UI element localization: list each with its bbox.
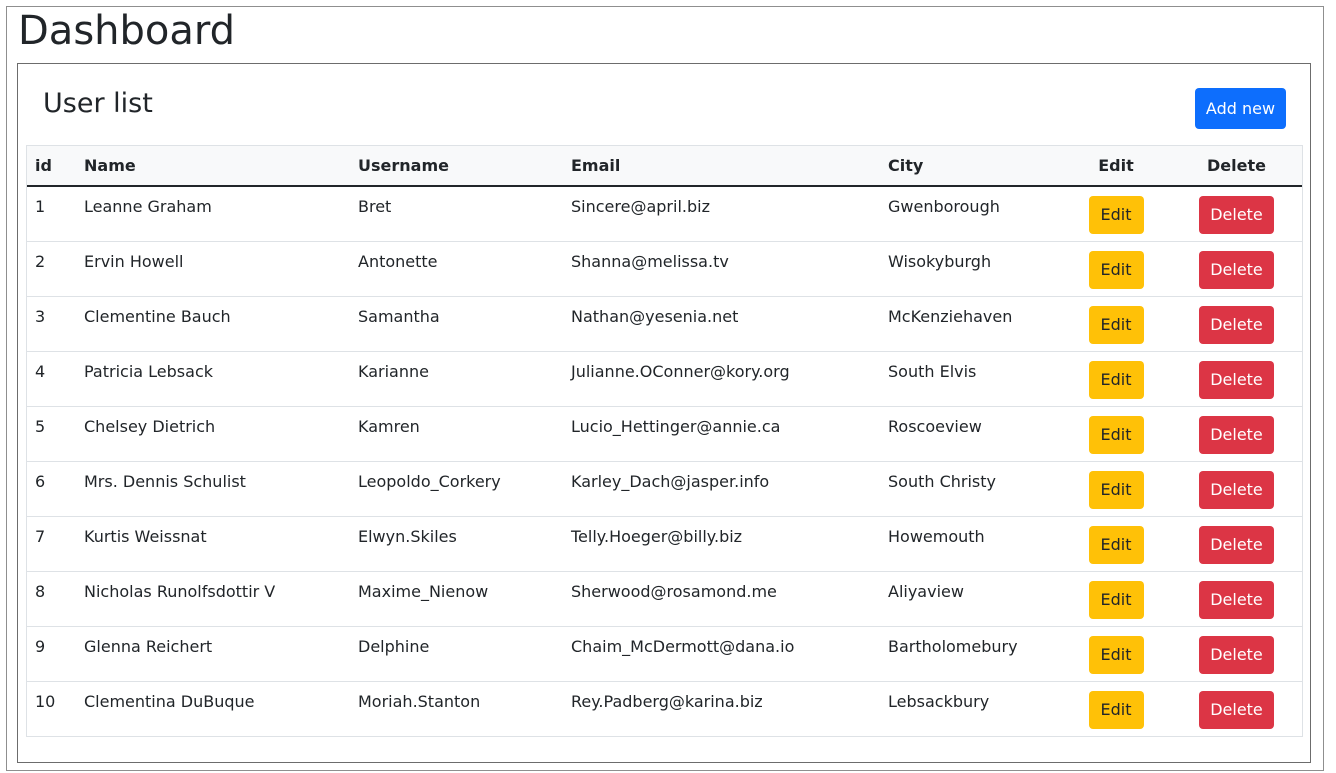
edit-button[interactable]: Edit — [1089, 636, 1144, 674]
page-title: Dashboard — [18, 8, 236, 54]
cell-city: Howemouth — [880, 516, 1061, 571]
cell-delete — [1171, 186, 1302, 241]
delete-button[interactable]: Delete — [1199, 306, 1274, 344]
cell-id: 9 — [27, 626, 76, 681]
cell-id: 8 — [27, 571, 76, 626]
table-row — [27, 626, 1302, 681]
cell-delete — [1171, 461, 1302, 516]
cell-email: Lucio_Hettinger@annie.ca — [563, 406, 880, 461]
delete-button[interactable]: Delete — [1199, 361, 1274, 399]
delete-button[interactable]: Delete — [1199, 636, 1274, 674]
cell-name: Leanne Graham — [76, 186, 350, 241]
cell-name: Ervin Howell — [76, 241, 350, 296]
cell-delete — [1171, 296, 1302, 351]
cell-username: Antonette — [350, 241, 563, 296]
cell-username: Karianne — [350, 351, 563, 406]
cell-name: Glenna Reichert — [76, 626, 350, 681]
table-row — [27, 406, 1302, 461]
cell-email: Julianne.OConner@kory.org — [563, 351, 880, 406]
user-table-container — [26, 145, 1303, 737]
cell-edit — [1061, 516, 1171, 571]
cell-email: Telly.Hoeger@billy.biz — [563, 516, 880, 571]
edit-button[interactable]: Edit — [1089, 416, 1144, 454]
app-container — [6, 6, 1324, 771]
cell-city: Bartholomebury — [880, 626, 1061, 681]
cell-delete — [1171, 516, 1302, 571]
cell-id: 6 — [27, 461, 76, 516]
header-city: City — [880, 146, 1061, 186]
cell-city: Wisokyburgh — [880, 241, 1061, 296]
edit-button[interactable]: Edit — [1089, 691, 1144, 729]
cell-email: Shanna@melissa.tv — [563, 241, 880, 296]
cell-id: 1 — [27, 186, 76, 241]
cell-username: Leopoldo_Corkery — [350, 461, 563, 516]
cell-email: Rey.Padberg@karina.biz — [571, 691, 763, 711]
edit-button[interactable]: Edit — [1089, 361, 1144, 399]
cell-username: Samantha — [350, 296, 563, 351]
delete-button[interactable]: Delete — [1199, 691, 1274, 729]
cell-edit — [1061, 681, 1171, 736]
cell-email: Nathan@yesenia.net — [563, 296, 880, 351]
header-edit: Edit — [1061, 146, 1171, 186]
cell-username: Kamren — [350, 406, 563, 461]
edit-button[interactable]: Edit — [1089, 306, 1144, 344]
table-row — [27, 516, 1302, 571]
header-email: Email — [563, 146, 880, 186]
cell-city: Aliyaview — [880, 571, 1061, 626]
cell-delete — [1171, 241, 1302, 296]
cell-city: South Elvis — [880, 351, 1061, 406]
table-header — [27, 146, 1302, 186]
cell-email: Sincere@april.biz — [563, 186, 880, 241]
cell-edit — [1061, 406, 1171, 461]
cell-id: 7 — [27, 516, 76, 571]
cell-edit — [1061, 186, 1171, 241]
delete-button[interactable]: Delete — [1199, 581, 1274, 619]
cell-username: Elwyn.Skiles — [350, 516, 563, 571]
edit-button[interactable]: Edit — [1089, 251, 1144, 289]
cell-id: 4 — [27, 351, 76, 406]
cell-delete — [1171, 681, 1302, 736]
edit-button[interactable]: Edit — [1089, 581, 1144, 619]
table-header-row — [27, 146, 1302, 186]
cell-edit — [1061, 571, 1171, 626]
delete-button[interactable]: Delete — [1199, 196, 1274, 234]
cell-city: South Christy — [880, 461, 1061, 516]
cell-edit — [1061, 241, 1171, 296]
cell-name: Clementine Bauch — [76, 296, 350, 351]
cell-email: Chaim_McDermott@dana.io — [563, 626, 880, 681]
table-row — [27, 681, 1302, 736]
table-row — [27, 241, 1302, 296]
cell-name: Mrs. Dennis Schulist — [76, 461, 350, 516]
cell-name: Patricia Lebsack — [76, 351, 350, 406]
table-row — [27, 351, 1302, 406]
delete-button[interactable]: Delete — [1199, 471, 1274, 509]
table-row — [27, 296, 1302, 351]
delete-button[interactable]: Delete — [1199, 526, 1274, 564]
cell-city: McKenziehaven — [880, 296, 1061, 351]
add-new-button[interactable]: Add new — [1195, 88, 1286, 129]
cell-edit — [1061, 351, 1171, 406]
header-name: Name — [76, 146, 350, 186]
user-table — [27, 146, 1302, 736]
header-username: Username — [350, 146, 563, 186]
header-delete: Delete — [1171, 146, 1302, 186]
cell-delete — [1171, 571, 1302, 626]
cell-name: Clementina DuBuque — [84, 691, 255, 711]
cell-city: Gwenborough — [880, 186, 1061, 241]
cell-city: Roscoeview — [880, 406, 1061, 461]
edit-button[interactable]: Edit — [1089, 196, 1144, 234]
cell-name: Chelsey Dietrich — [76, 406, 350, 461]
cell-username: Maxime_Nienow — [350, 571, 563, 626]
cell-id: 10 — [35, 691, 56, 711]
table-row — [27, 186, 1302, 241]
cell-edit — [1061, 461, 1171, 516]
delete-button[interactable]: Delete — [1199, 251, 1274, 289]
cell-id: 3 — [27, 296, 76, 351]
cell-username: Delphine — [350, 626, 563, 681]
cell-email: Sherwood@rosamond.me — [563, 571, 880, 626]
cell-delete — [1171, 351, 1302, 406]
table-row — [27, 571, 1302, 626]
cell-edit — [1061, 296, 1171, 351]
cell-delete — [1171, 626, 1302, 681]
user-list-card — [17, 63, 1311, 763]
cell-id: 5 — [27, 406, 76, 461]
cell-name: Kurtis Weissnat — [76, 516, 350, 571]
delete-button[interactable]: Delete — [1199, 416, 1274, 454]
cell-username: Bret — [350, 186, 563, 241]
table-row — [27, 461, 1302, 516]
cell-name: Nicholas Runolfsdottir V — [76, 571, 350, 626]
edit-button[interactable]: Edit — [1089, 471, 1144, 509]
cell-email: Karley_Dach@jasper.info — [563, 461, 880, 516]
header-id: id — [27, 146, 76, 186]
cell-username: Moriah.Stanton — [358, 691, 481, 711]
cell-id: 2 — [27, 241, 76, 296]
edit-button[interactable]: Edit — [1089, 526, 1144, 564]
cell-edit — [1061, 626, 1171, 681]
table-body — [27, 186, 1302, 736]
cell-city: Lebsackbury — [888, 691, 990, 711]
cell-delete — [1171, 406, 1302, 461]
card-title: User list — [43, 88, 153, 119]
